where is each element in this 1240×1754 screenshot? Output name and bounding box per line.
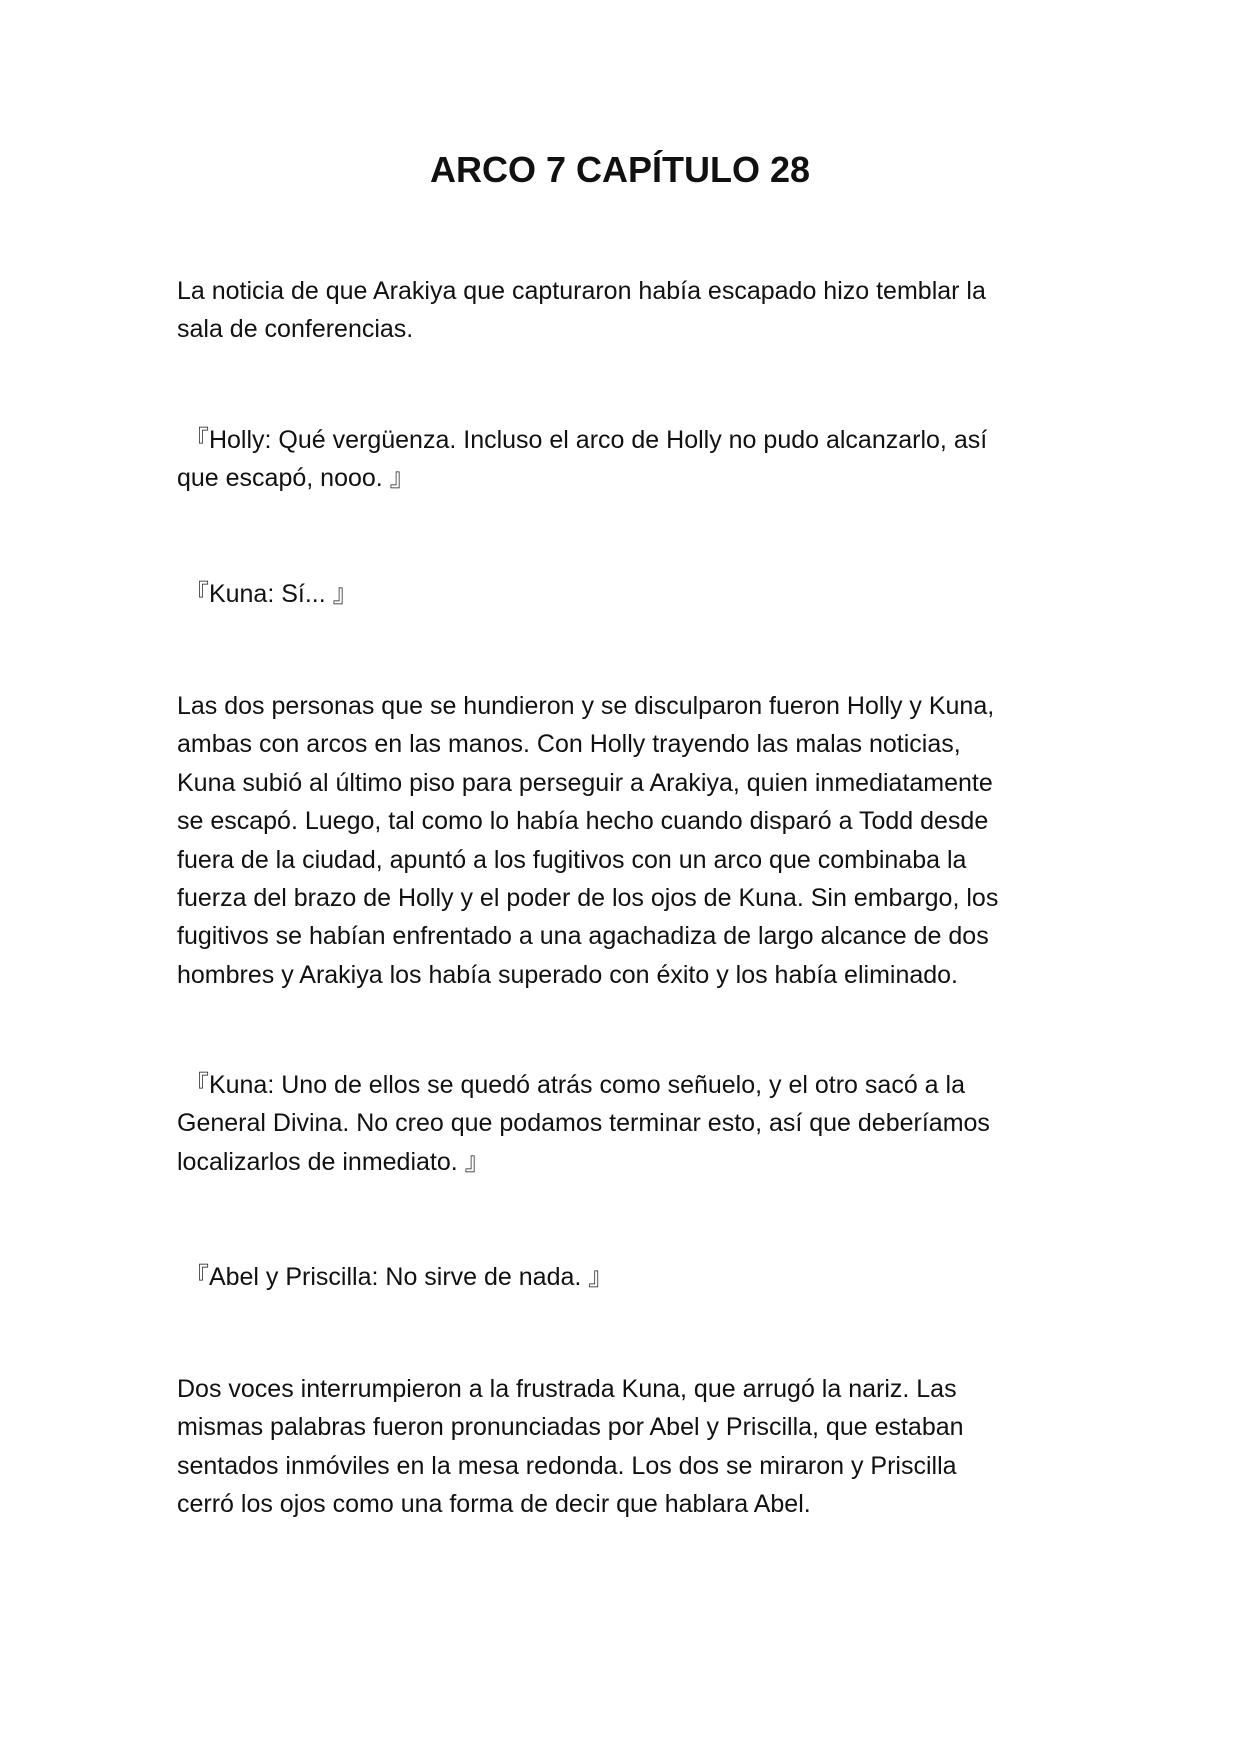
dialogue-abel-priscilla: 『Abel y Priscilla: No sirve de nada. 』 bbox=[177, 1263, 614, 1291]
paragraph-narration: Las dos personas que se hundieron y se disculparon fueron Holly y Kuna, ambas con arcos en las manos. Con Holly trayendo las malas noticias, Kuna subió al último piso para perseguir a Arakiya, quien inmediatamente se escapó. Luego, tal como lo había hecho cuando disparó a Todd desde fuera de la ciudad, apuntó a los fugitivos con un arco que combinaba la fuerza del brazo de Holly y el poder de los ojos de Kuna. Sin embargo, los fugitivos se habían enfrentado a una agachadiza de largo alcance de dos hombres y Arakiya los había superado con éxito y los había eliminado. bbox=[177, 692, 999, 989]
dialogue-kuna-short: 『Kuna: Sí... 』 bbox=[177, 580, 358, 608]
dialogue-kuna-long: 『Kuna: Uno de ellos se quedó atrás como señuelo, y el otro sacó a la General Divina. No creo que podamos terminar esto, así que deberíamos localizarlos de inmediato. 』 bbox=[177, 1071, 990, 1176]
paragraph-intro: La noticia de que Arakiya que capturaron había escapado hizo temblar la sala de conferencias. bbox=[177, 277, 986, 344]
paragraph-closing: Dos voces interrumpieron a la frustrada Kuna, que arrugó la nariz. Las mismas palabras fueron pronunciadas por Abel y Priscilla, que estaban sentados inmóviles en la mesa redonda. Los dos se miraron y Priscilla cerró los ojos como una forma de decir que hablara Abel. bbox=[177, 1375, 964, 1519]
page-title: ARCO 7 CAPÍTULO 28 bbox=[429, 149, 811, 190]
dialogue-holly: 『Holly: Qué vergüenza. Incluso el arco de Holly no pudo alcanzarlo, así que escapó, nooo. 』 bbox=[177, 426, 988, 493]
